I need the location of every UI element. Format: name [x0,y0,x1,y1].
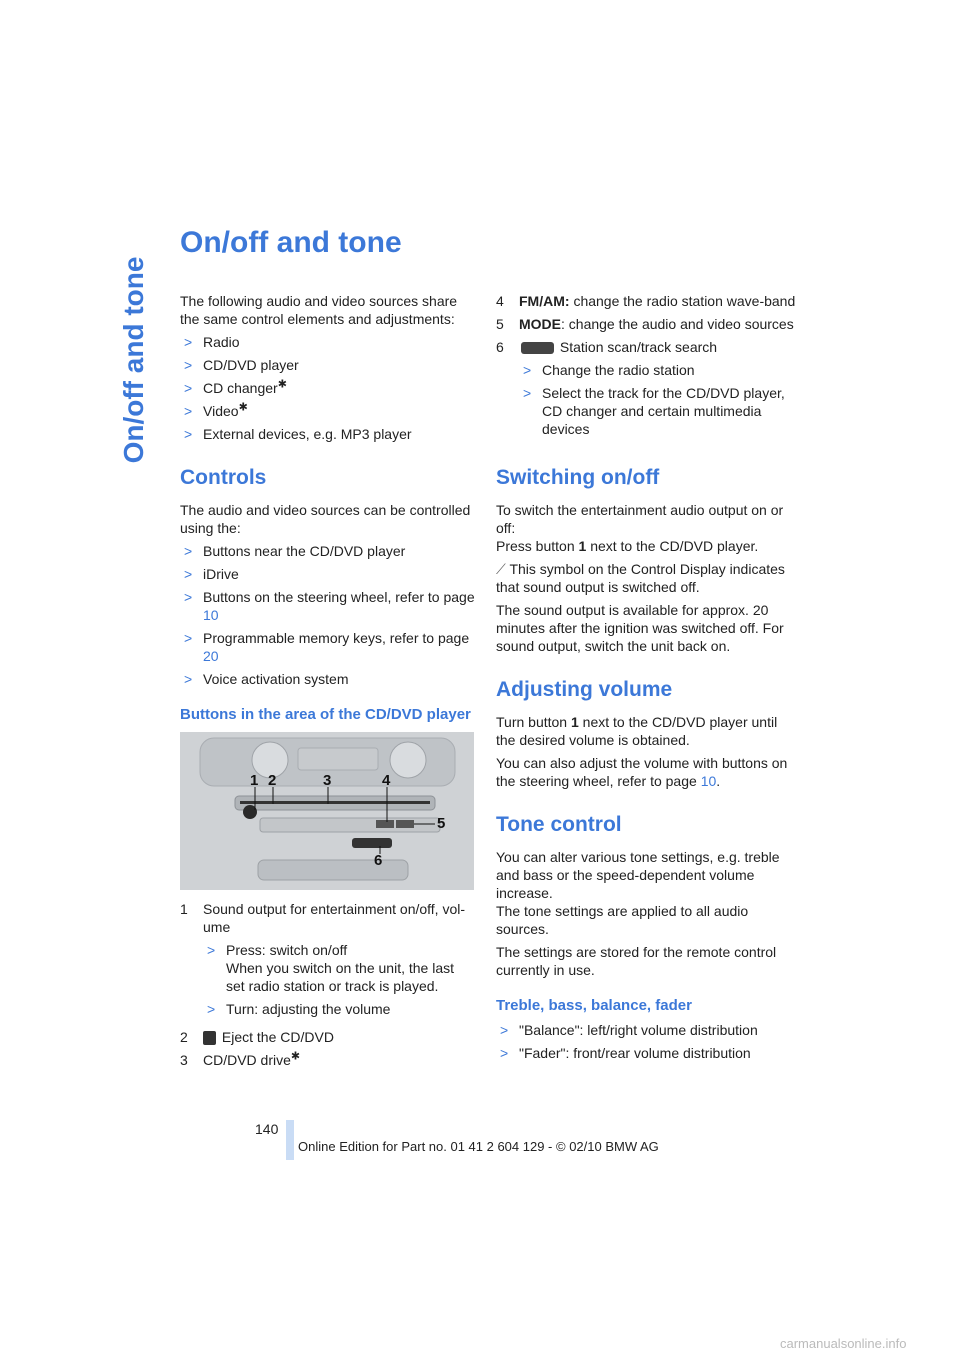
cd-player-illustration [180,732,474,890]
page-number: 140 [255,1121,279,1137]
tone-heading: Tone control [496,813,622,836]
page-ref-link[interactable]: 20 [203,648,219,664]
list-item: > Radio [184,334,240,350]
tone-list [496,1021,796,1062]
optional-star-icon: ✱ [238,401,248,414]
volume-heading: Adjusting volume [496,678,673,701]
watermark: carmanualsonline.info [780,1336,907,1351]
sources-list [180,333,475,443]
list-item: > "Balance": left/right volume distribution [500,1022,758,1038]
list-item: > Programmable memory keys, refer to page 20 [184,630,470,664]
seek-button-icon [521,342,554,354]
tone-text-1: You can alter various tone settings, e.g. treble and bass or the speed-dependent volume increase. The tone settings are applied to all audio sources. [496,849,780,937]
list-item: > Voice activation system [184,671,349,687]
callout-label: 1 [250,772,259,789]
item-6-sublist [519,361,796,438]
callout-label: 5 [437,815,446,832]
footer-bar [286,1120,294,1160]
list-item: > iDrive [184,566,239,582]
edition-line: Online Edition for Part no. 01 41 2 604 129 - © 02/10 BMW AG [298,1139,659,1154]
list-item: > Buttons on the steering wheel, refer to page 10 [184,589,475,623]
item-1: 1 Sound output for entertainment on/off, vol-ume > Press: switch on/off When you switch on the unit, the last set radio station or track is played. > Turn: adjusting the volume [180,900,475,1023]
volume-text-2: You can also adjust the volume with buttons on the steering wheel, refer to page 10. [496,755,788,789]
item-4: 4 FM/AM: change the radio station wave-band [496,293,796,309]
side-tab [114,210,154,510]
buttons-heading: Buttons in the area of the CD/DVD player [180,706,471,723]
item-5: 5 MODE: change the audio and video sources [496,316,794,332]
sound-off-icon: ⟋ [496,561,506,577]
item-6: 6 Station scan/track search > Change the radio station > Select the track for the CD/DVD player, CD changer and certain multimedia devices [496,338,796,443]
callout-label: 4 [382,772,391,789]
list-item: > Press: switch on/off When you switch on the unit, the last set radio station or track is played. [207,942,455,994]
list-item: > Video✱ [184,401,248,419]
list-item: > Change the radio station [523,362,695,378]
volume-text-1: Turn button 1 next to the CD/DVD player until the desired volume is obtained. [496,714,778,748]
page-ref-link[interactable]: 10 [700,773,717,789]
intro-text: The following audio and video sources share the same control elements and adjustments: [180,293,458,327]
tone-text-2: The settings are stored for the remote control currently in use. [496,944,777,978]
list-item: > Turn: adjusting the volume [207,1001,391,1017]
list-item: > CD/DVD player [184,357,299,373]
left-column [180,292,475,1074]
tone-subheading: Treble, bass, balance, fader [496,997,692,1014]
cd-player-photo [180,732,474,890]
list-item: > CD changer✱ [184,378,287,396]
controls-intro: The audio and video sources can be controlled using the: [180,502,471,536]
optional-star-icon: ✱ [290,1050,301,1063]
page-ref-link[interactable]: 10 [203,607,219,623]
switching-heading: Switching on/off [496,466,660,489]
switching-text-1: To switch the entertainment audio output on or off: Press button 1 next to the CD/DVD player. [496,502,784,554]
side-tab-label: On/off and tone [118,256,149,464]
switching-text-2: ⟋ This symbol on the Control Display indicates that sound output is switched off. [496,561,785,595]
right-column [496,292,796,1067]
callout-label: 3 [323,772,332,789]
optional-star-icon: ✱ [277,378,287,391]
callout-label: 2 [268,772,277,789]
list-item: > "Fader": front/rear volume distribution [500,1045,751,1061]
controls-heading: Controls [180,466,267,489]
item-1-sublist [203,941,475,1018]
eject-icon [203,1031,216,1045]
list-item: > Select the track for the CD/DVD player, CD changer and certain multimedia devices [523,385,785,437]
callout-label: 6 [374,852,383,869]
list-item: > Buttons near the CD/DVD player [184,543,406,559]
page-title: On/off and tone [180,226,402,259]
item-2: 2 Eject the CD/DVD [180,1029,334,1045]
switching-text-3: The sound output is available for approx. 20 minutes after the ignition was switched off. For sound output, switch the unit back on. [496,602,784,654]
item-3: 3 CD/DVD drive✱ [180,1050,301,1068]
list-item: > External devices, e.g. MP3 player [184,426,412,442]
controls-list [180,542,475,688]
